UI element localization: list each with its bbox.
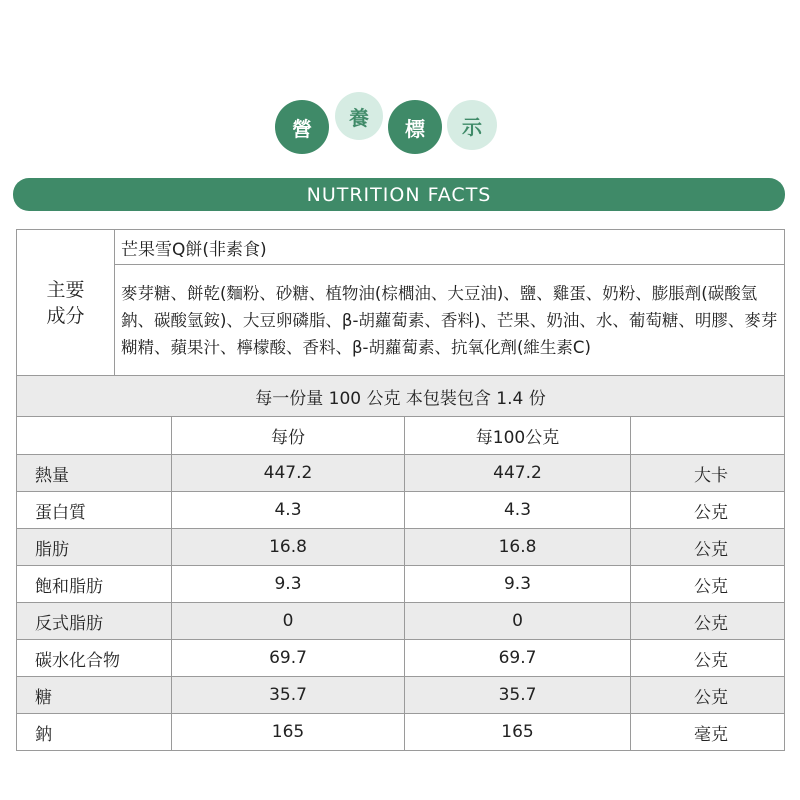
nutrient-unit: 大卡 — [631, 455, 785, 492]
nutrient-name: 蛋白質 — [17, 492, 172, 529]
nutrient-rows — [17, 455, 785, 751]
nutrient-name: 鈉 — [17, 714, 172, 751]
nutrient-name: 糖 — [17, 677, 172, 714]
nutrient-per-serving: 69.7 — [172, 640, 405, 677]
header-per-serving: 每份 — [172, 417, 405, 455]
nutrient-unit: 公克 — [631, 529, 785, 566]
column-header-row — [17, 417, 785, 455]
nutrient-per-100g: 0 — [405, 603, 631, 640]
nutrient-per-100g: 35.7 — [405, 677, 631, 714]
serving-row — [17, 376, 785, 417]
nutrient-name: 反式脂肪 — [17, 603, 172, 640]
nutrient-row — [17, 492, 785, 529]
nutrient-per-100g: 16.8 — [405, 529, 631, 566]
nutrient-name: 碳水化合物 — [17, 640, 172, 677]
nutrient-name: 熱量 — [17, 455, 172, 492]
nutrient-row — [17, 603, 785, 640]
logo-circle-2: 養 — [335, 92, 383, 140]
nutrient-unit: 公克 — [631, 677, 785, 714]
nutrient-row — [17, 677, 785, 714]
nutrient-per-100g: 4.3 — [405, 492, 631, 529]
product-name: 芒果雪Q餅(非素食) — [115, 230, 785, 265]
nutrient-per-100g: 165 — [405, 714, 631, 751]
nutrient-per-serving: 165 — [172, 714, 405, 751]
nutrient-row — [17, 455, 785, 492]
header-per-100g: 每100公克 — [405, 417, 631, 455]
nutrition-facts-banner: NUTRITION FACTS — [13, 178, 785, 211]
nutrient-name: 飽和脂肪 — [17, 566, 172, 603]
serving-size: 每一份量 100 公克 本包裝包含 1.4 份 — [17, 376, 785, 417]
nutrient-unit: 毫克 — [631, 714, 785, 751]
nutrient-per-100g: 447.2 — [405, 455, 631, 492]
nutrient-per-serving: 0 — [172, 603, 405, 640]
logo-circle-4: 示 — [447, 100, 497, 150]
nutrient-per-serving: 447.2 — [172, 455, 405, 492]
logo-circle-3: 標 — [388, 100, 442, 154]
nutrient-unit: 公克 — [631, 603, 785, 640]
nutrition-table — [16, 229, 785, 751]
nutrient-per-serving: 16.8 — [172, 529, 405, 566]
ingredients-label: 主要 成分 — [17, 230, 115, 376]
nutrient-row — [17, 714, 785, 751]
header-unit — [631, 417, 785, 455]
nutrient-name: 脂肪 — [17, 529, 172, 566]
nutrient-row — [17, 529, 785, 566]
nutrient-row — [17, 566, 785, 603]
ingredients-list: 麥芽糖、餅乾(麵粉、砂糖、植物油(棕櫚油、大豆油)、鹽、雞蛋、奶粉、膨脹劑(碳酸氫鈉、碳酸氫銨)、大豆卵磷脂、β-胡蘿蔔素、香料)、芒果、奶油、水、葡萄糖、明膠、麥芽糊精、蘋果汁、檸檬酸、香料、β-胡蘿蔔素、抗氧化劑(維生素C) — [115, 265, 785, 376]
nutrient-row — [17, 640, 785, 677]
nutrition-label-logo — [275, 92, 505, 162]
nutrient-per-serving: 9.3 — [172, 566, 405, 603]
nutrient-unit: 公克 — [631, 566, 785, 603]
nutrient-unit: 公克 — [631, 640, 785, 677]
nutrient-per-100g: 69.7 — [405, 640, 631, 677]
nutrient-unit: 公克 — [631, 492, 785, 529]
nutrient-per-serving: 4.3 — [172, 492, 405, 529]
nutrient-per-100g: 9.3 — [405, 566, 631, 603]
header-blank — [17, 417, 172, 455]
logo-circle-1: 營 — [275, 100, 329, 154]
ingredients-row — [17, 265, 785, 376]
nutrient-per-serving: 35.7 — [172, 677, 405, 714]
product-name-row — [17, 230, 785, 265]
